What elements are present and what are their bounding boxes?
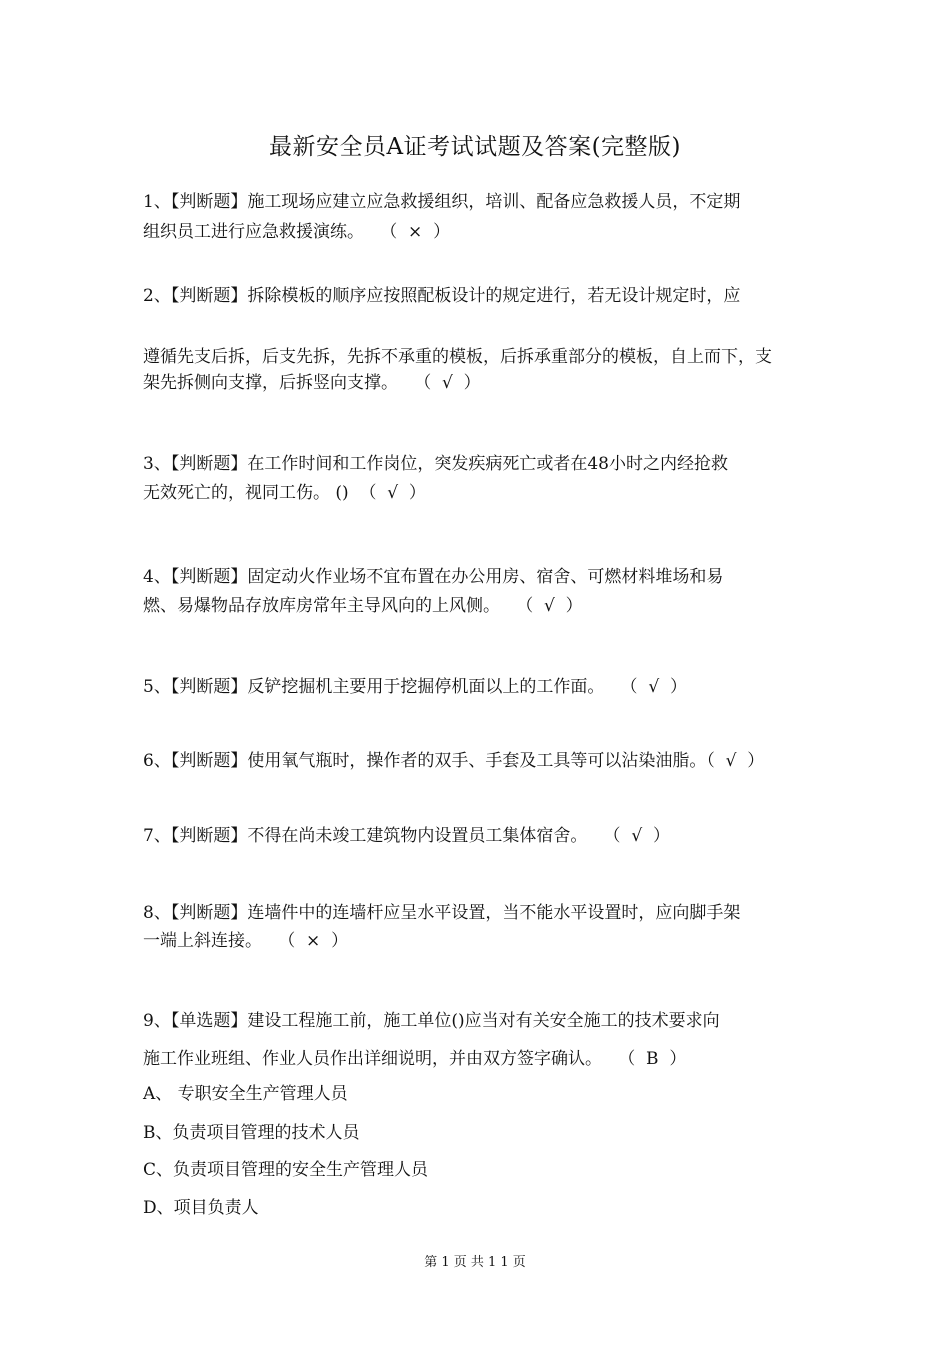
page-footer: 第 1 页 共 1 1 页 [424, 1255, 526, 1270]
question-line: 4、【判断题】固定动火作业场不宜布置在办公用房、宿舍、可燃材料堆场和易 [143, 567, 724, 587]
question-line: 一端上斜连接。 （ × ） [143, 931, 349, 951]
question-line: 8、【判断题】连墙件中的连墙杆应呈水平设置，当不能水平设置时，应向脚手架 [143, 903, 741, 923]
option-a: A、 专职安全生产管理人员 [143, 1084, 348, 1104]
question-line: 3、【判断题】在工作时间和工作岗位，突发疾病死亡或者在48小时之内经抢救 [143, 454, 728, 474]
question-line: 无效死亡的，视同工伤。 () （ √ ） [143, 483, 426, 503]
question-line: 遵循先支后拆，后支先拆，先拆不承重的模板，后拆承重部分的模板，自上而下，支 [143, 347, 772, 367]
question-line: 燃、易爆物品存放库房常年主导风向的上风侧。 （ √ ） [143, 596, 583, 616]
question-line: 施工作业班组、作业人员作出详细说明，并由双方签字确认。 （ B ） [143, 1049, 687, 1069]
option-d: D、项目负责人 [143, 1198, 259, 1218]
question-line: 6、【判断题】使用氧气瓶时，操作者的双手、手套及工具等可以沾染油脂。（ √ ） [143, 751, 765, 771]
option-c: C、负责项目管理的安全生产管理人员 [143, 1160, 429, 1180]
option-b: B、负责项目管理的技术人员 [143, 1123, 360, 1143]
question-line: 2、【判断题】拆除模板的顺序应按照配板设计的规定进行，若无设计规定时，应 [143, 286, 741, 306]
question-line: 架先拆侧向支撑，后拆竖向支撑。 （ √ ） [143, 373, 481, 393]
question-line: 组织员工进行应急救援演练。 （ × ） [143, 222, 451, 242]
question-line: 9、【单选题】建设工程施工前，施工单位()应当对有关安全施工的技术要求向 [143, 1011, 720, 1031]
question-line: 1、【判断题】施工现场应建立应急救援组织，培训、配备应急救援人员，不定期 [143, 192, 741, 212]
question-line: 7、【判断题】不得在尚未竣工建筑物内设置员工集体宿舍。 （ √ ） [143, 826, 670, 846]
page-title: 最新安全员A证考试试题及答案(完整版) [268, 134, 682, 160]
question-line: 5、【判断题】反铲挖掘机主要用于挖掘停机面以上的工作面。 （ √ ） [143, 677, 687, 697]
